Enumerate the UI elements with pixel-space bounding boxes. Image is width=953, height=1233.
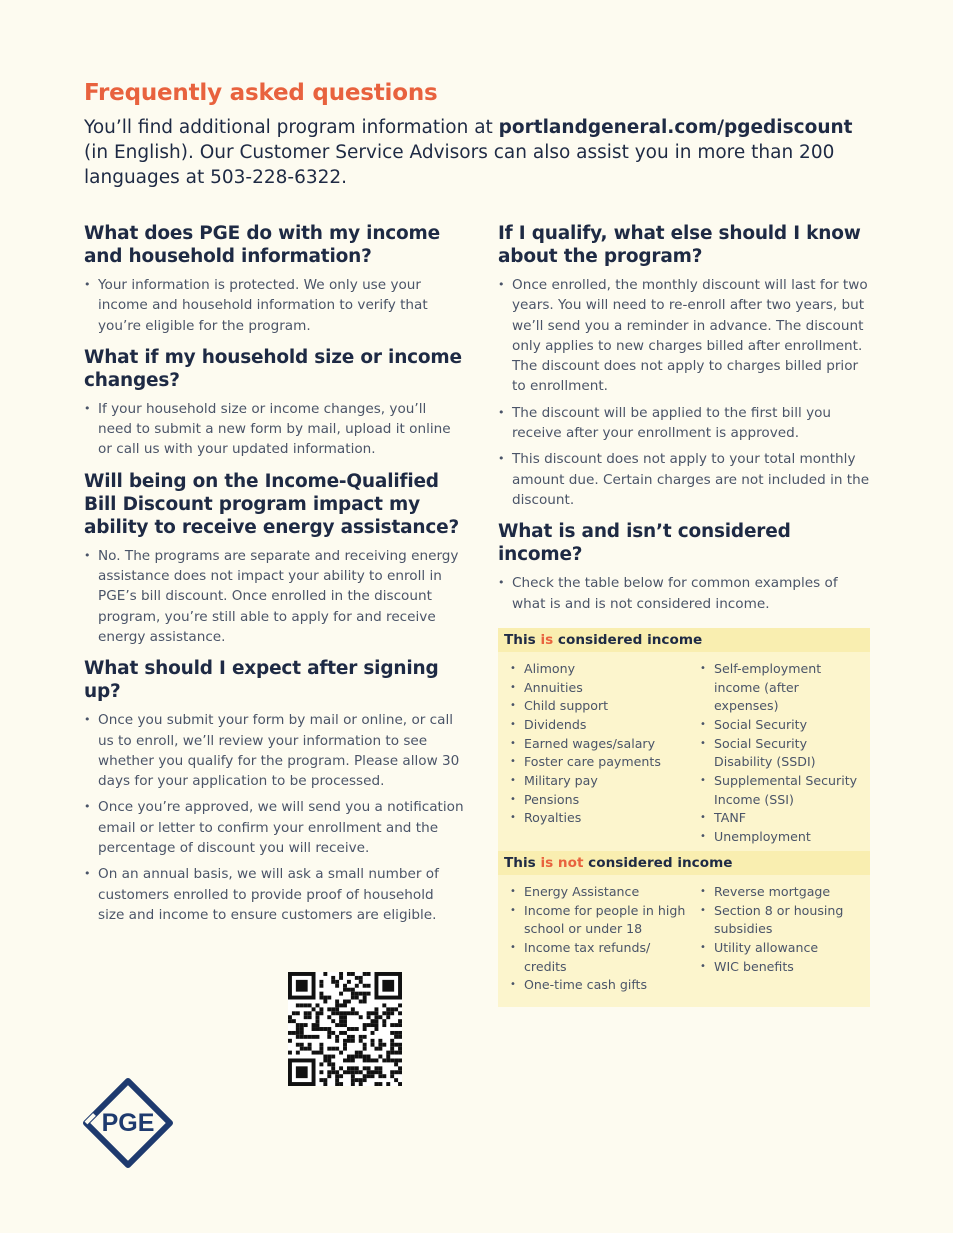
income-item: • Income tax refunds/ credits <box>504 939 694 976</box>
faq-answer: • Once enrolled, the monthly discount will last for two years. You will need to re-enroll after two years, but we’ll send you a reminder in advance. The discount only applies to new charges billed after enrollment. The discount does not apply to charges billed prior to enrollment. <box>498 275 870 397</box>
faq-item <box>84 222 464 336</box>
income-item: • Pensions <box>504 791 694 810</box>
income-item: • Reverse mortgage <box>694 883 864 902</box>
income-item: • One-time cash gifts <box>504 976 694 995</box>
faq-answer: • No. The programs are separate and receiving energy assistance does not impact your ability to enroll in PGE’s bill discount. Once enrolled in the discount program, you’re still able to apply for and receive energy assistance. <box>84 546 464 647</box>
faq-item <box>498 222 870 510</box>
income-item: • Utility allowance <box>694 939 864 958</box>
faq-item <box>84 470 464 647</box>
faq-item <box>84 657 464 925</box>
income-item: • Alimony <box>504 660 694 679</box>
qr-code[interactable] <box>288 972 402 1086</box>
income-item: • Energy Assistance <box>504 883 694 902</box>
faq-answer: • The discount will be applied to the first bill you receive after your enrollment is approved. <box>498 403 870 444</box>
income-item: • Foster care payments <box>504 753 694 772</box>
income-item: • Royalties <box>504 809 694 828</box>
faq-answer: • Once you submit your form by mail or online, or call us to enroll, we’ll review your information to see whether you qualify for the program. Please allow 30 days for your application to be processed. <box>84 710 464 791</box>
income-item: • TANF <box>694 809 864 828</box>
faq-question: Will being on the Income-Qualified Bill Discount program impact my ability to receive energy assistance? <box>84 470 459 538</box>
faq-question: What is and isn’t considered income? <box>498 521 791 566</box>
faq-answer: • Check the table below for common examples of what is and is not considered income. <box>498 573 870 614</box>
program-url[interactable]: portlandgeneral.com/pgediscount <box>498 117 853 138</box>
income-is-not-list <box>498 875 870 999</box>
faq-item <box>498 520 870 614</box>
income-item: • Unemployment <box>694 828 864 847</box>
income-item: • Annuities <box>504 679 694 698</box>
faq-answer: • If your household size or income changes, you’ll need to submit a new form by mail, upload it online or call us with your updated information. <box>84 399 464 460</box>
income-item: • Military pay <box>504 772 694 791</box>
faq-answer: • Your information is protected. We only use your income and household information to verify that you’re eligible for the program. <box>84 275 464 336</box>
intro-text: You’ll find additional program information at portlandgeneral.com/pgediscount (in English). Our Customer Service Advisors can also assist you in more than 200 languages at 503-228-6322. <box>84 117 853 188</box>
income-item: • Self-employment income (after expenses) <box>694 660 864 716</box>
income-item: • Earned wages/salary <box>504 735 694 754</box>
faq-answer: • Once you’re approved, we will send you a notification email or letter to confirm your enrollment and the percentage of discount you will receive. <box>84 797 464 858</box>
income-item: • WIC benefits <box>694 958 864 977</box>
income-is-not-heading: This is not considered income <box>498 851 870 875</box>
faq-question: If I qualify, what else should I know about the program? <box>498 223 861 267</box>
income-item: • Social Security <box>694 716 864 735</box>
income-item: • Income for people in high school or under 18 <box>504 902 694 939</box>
income-item: • Dividends <box>504 716 694 735</box>
income-item: • Social Security Disability (SSDI) <box>694 735 864 772</box>
faq-question: What does PGE do with my income and household information? <box>84 223 440 267</box>
left-column <box>84 222 464 935</box>
page-title: Frequently asked questions <box>84 80 438 106</box>
income-is-list <box>498 652 870 851</box>
svg-text:PGE: PGE <box>101 1109 155 1137</box>
faq-item <box>84 346 464 460</box>
pge-logo <box>82 1077 174 1169</box>
income-item: • Child support <box>504 697 694 716</box>
faq-answer: • On an annual basis, we will ask a small number of customers enrolled to provide proof of household size and income to ensure customers are eligible. <box>84 864 464 925</box>
faq-question: What if my household size or income changes? <box>84 346 462 391</box>
income-table <box>498 628 870 1007</box>
faq-answer: • This discount does not apply to your total monthly amount due. Certain charges are not included in the discount. <box>498 449 870 510</box>
faq-question: What should I expect after signing up? <box>84 658 439 703</box>
income-is-heading: This is considered income <box>498 628 870 652</box>
right-column <box>498 222 870 1007</box>
income-item: • Section 8 or housing subsidies <box>694 902 864 939</box>
income-item: • Supplemental Security Income (SSI) <box>694 772 864 809</box>
